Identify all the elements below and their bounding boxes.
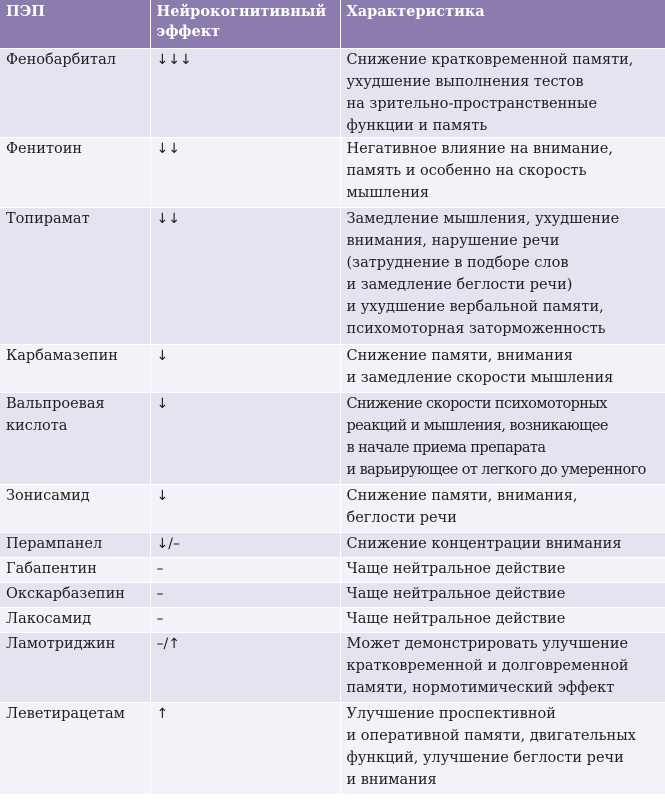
effect-symbol: – [150, 583, 340, 608]
characteristic-text: Улучшение проспективной и оперативной памяти, двигательных функций, улучшение беглости речи и внимания [340, 703, 665, 795]
table-row [0, 583, 665, 608]
effect-symbol: – [150, 558, 340, 583]
characteristic-text: Замедление мышления, ухудшение внимания, нарушение речи (затруднение в подборе слов и замедление беглости речи) и ухудшение вербальной памяти, психомоторная заторможенность [340, 208, 665, 345]
characteristic-text: Чаще нейтральное действие [340, 583, 665, 608]
effect-symbol: ↓ [150, 393, 340, 485]
characteristic-text: Снижение концентрации внимания [340, 533, 665, 558]
table-row [0, 393, 665, 485]
characteristic-text: Снижение кратковременной памяти, ухудшение выполнения тестов на зрительно-пространственные функции и память [340, 49, 665, 138]
table-row [0, 703, 665, 795]
drug-name: Фенитоин [0, 138, 150, 208]
drug-name: Фенобарбитал [0, 49, 150, 138]
drug-name: Карбамазепин [0, 345, 150, 393]
drug-name: Окскарбазепин [0, 583, 150, 608]
table-row [0, 633, 665, 703]
table-row [0, 485, 665, 533]
characteristic-text: Чаще нейтральное действие [340, 558, 665, 583]
header-characteristic: Характеристика [340, 0, 665, 49]
characteristic-text: Снижение памяти, внимания, беглости речи [340, 485, 665, 533]
effect-symbol: ↑ [150, 703, 340, 795]
effect-symbol: – [150, 608, 340, 633]
drug-name: Вальпроевая кислота [0, 393, 150, 485]
characteristic-text: Может демонстрировать улучшение кратковременной и долговременной памяти, нормотимический эффект [340, 633, 665, 703]
table-row [0, 138, 665, 208]
table-row [0, 608, 665, 633]
characteristic-text: Снижение памяти, внимания и замедление скорости мышления [340, 345, 665, 393]
effect-symbol: ↓↓ [150, 208, 340, 345]
effect-symbol: ↓↓ [150, 138, 340, 208]
drug-name: Перампанел [0, 533, 150, 558]
drug-name: Топирамат [0, 208, 150, 345]
table-row [0, 345, 665, 393]
drug-name: Зонисамид [0, 485, 150, 533]
characteristic-text: Снижение скорости психомоторных реакций и мышления, возникающее в начале приема препарата и варьирующее от легкого до умеренного [340, 393, 665, 485]
effect-symbol: ↓↓↓ [150, 49, 340, 138]
table-row [0, 533, 665, 558]
drug-name: Леветирацетам [0, 703, 150, 795]
effect-symbol: –/↑ [150, 633, 340, 703]
header-drug: ПЭП [0, 0, 150, 49]
characteristic-text: Чаще нейтральное действие [340, 608, 665, 633]
effect-symbol: ↓ [150, 485, 340, 533]
characteristic-text: Негативное влияние на внимание, память и особенно на скорость мышления [340, 138, 665, 208]
drug-name: Ламотриджин [0, 633, 150, 703]
drug-name: Лакосамид [0, 608, 150, 633]
effect-symbol: ↓ [150, 345, 340, 393]
header-effect: Нейрокогнитивный эффект [150, 0, 340, 49]
header-row [0, 0, 665, 49]
drug-name: Габапентин [0, 558, 150, 583]
effect-symbol: ↓/– [150, 533, 340, 558]
table-row [0, 208, 665, 345]
table-row [0, 49, 665, 138]
table-row [0, 558, 665, 583]
